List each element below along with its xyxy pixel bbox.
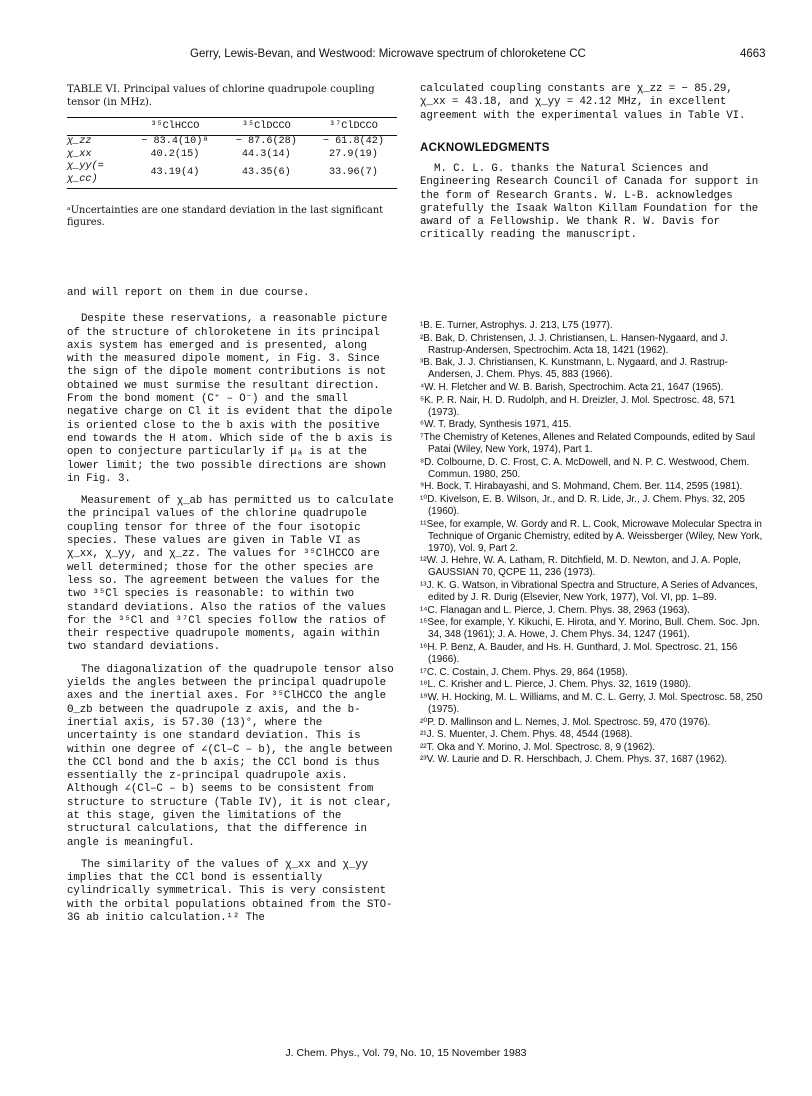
cell: 43.19(4)	[127, 161, 223, 189]
row-label: χ_zz	[67, 136, 92, 147]
table-row	[67, 149, 397, 162]
left-column	[67, 287, 397, 925]
cell: 33.96(7)	[310, 161, 397, 189]
row-label: χ_yy(= χ_cc)	[67, 161, 127, 189]
paragraph: The diagonalization of the quadrupole tensor also yields the angles between the principal quadrupole axes and the inertial axes. For ³⁵ClHCCO the angle Θ_zb between the quadrupole z axis, and the b-inertial axis, is 57.30 (13)°, where the uncertainty is one standard deviation. This is within one degree of ∠(Cl–C – b), the angle between the CCl bond and the b axis; the CCl bond is thus essentially the z-principal quadrupole axis. Although ∠(Cl–C – b) seems to be consistent from structure to structure (Table IV), it is not clear, at this stage, given the limitations of the structural calculations, that the difference in angle is meaningful.	[67, 663, 394, 849]
reference-item: ²²T. Oka and Y. Morino, J. Mol. Spectrosc. 8, 9 (1962).	[420, 741, 656, 753]
cell: 27.9(19)	[328, 148, 378, 160]
paragraph: calculated coupling constants are χ_zz = − 85.29, χ_xx = 43.18, and χ_yy = 42.12 MHz, in excellent agreement with the experimental values in Table VI.	[420, 83, 746, 122]
reference-item: ²B. Bak, D. Christensen, J. J. Christiansen, L. Hansen-Nygaard, and J. Rastrup-Andersen, Spectrochim. Acta 18, 1421 (1962).	[420, 332, 728, 356]
reference-item: ⁵K. P. R. Nair, H. D. Rudolph, and H. Dreizler, J. Mol. Spectrosc. 48, 571 (1973).	[420, 394, 736, 418]
right-column-top	[420, 83, 760, 123]
page-number: 4663	[740, 48, 766, 60]
reference-item: ¹⁷C. C. Costain, J. Chem. Phys. 29, 864 (1958).	[420, 666, 628, 678]
cell: − 61.8(42)	[322, 136, 385, 147]
acknowledgments-text	[420, 163, 760, 243]
table-header-col1: ³⁵ClHCCO	[127, 118, 223, 136]
acknowledgments-heading: ACKNOWLEDGMENTS	[420, 142, 550, 154]
cell: 44.3(14)	[241, 148, 291, 160]
cell: − 83.4(10)ᵃ	[141, 136, 209, 147]
reference-item: ²⁰P. D. Mallinson and L. Nemes, J. Mol. Spectrosc. 59, 470 (1976).	[420, 716, 711, 728]
table-footnote: ᵃUncertainties are one standard deviation in the last significant figures.	[67, 205, 384, 228]
reference-item: ¹²W. J. Hehre, W. A. Latham, R. Ditchfield, M. D. Newton, and J. A. Pople, GAUSSIAN 70, QCPE 11, 236 (1973).	[420, 555, 742, 579]
cell: 43.35(6)	[223, 161, 310, 189]
cell: − 87.6(28)	[235, 136, 297, 147]
paragraph: M. C. L. G. thanks the Natural Sciences and Engineering Research Council of Canada for support in the form of Research Grants. W. L-B. acknowledges gratefully the Isaak Walton Killam Foundation for the award of a Fellowship. We thank R. W. Davis for critically reading the manuscript.	[420, 163, 759, 242]
reference-item: ¹⁰D. Kivelson, E. B. Wilson, Jr., and D. R. Lide, Jr., J. Chem. Phys. 32, 205 (1960).	[420, 493, 746, 517]
table-header-col2: ³⁵ClDCCO	[223, 118, 310, 136]
reference-item: ²³V. W. Laurie and D. R. Herschbach, J. Chem. Phys. 37, 1687 (1962).	[420, 754, 728, 766]
quadrupole-table	[67, 117, 397, 189]
paragraph: The similarity of the values of χ_xx and χ_yy implies that the CCl bond is essentially cylindrically symmetrical. This is very consistent with the orbital populations obtained from the STO-3G ab initio calculation.¹² The	[67, 858, 393, 925]
table-header-blank	[67, 118, 127, 136]
reference-item: ¹B. E. Turner, Astrophys. J. 213, L75 (1977).	[420, 320, 613, 331]
reference-item: ¹⁶H. P. Benz, A. Bauder, and Hs. H. Gunthard, J. Mol. Spectrosc. 21, 156 (1966).	[420, 641, 738, 666]
cell: 40.2(15)	[150, 148, 200, 160]
table-header-col3: ³⁷ClDCCO	[310, 118, 397, 136]
reference-item: ³B. Bak, J. J. Christiansen, K. Kunstmann, L. Nygaard, and J. Rastrup-Andersen, J. Chem. Phys. 45, 883 (1966).	[420, 357, 728, 381]
reference-item: ⁶W. T. Brady, Synthesis 1971, 415.	[420, 419, 572, 431]
running-title: Gerry, Lewis-Bevan, and Westwood: Microwave spectrum of chloroketene CC	[190, 48, 586, 60]
table-caption: TABLE VI. Principal values of chlorine quadrupole coupling tensor (in MHz).	[67, 84, 375, 108]
reference-item: ¹⁵See, for example, Y. Kikuchi, E. Hirota, and Y. Morino, Bull. Chem. Soc. Jpn. 34, 348 (1961); J. A. Howe, J. Chem Phys. 34, 1247 (1961).	[420, 617, 760, 641]
reference-item: ⁹H. Bock, T. Hirabayashi, and S. Mohmand, Chem. Ber. 114, 2595 (1981).	[420, 481, 743, 493]
reference-item: ⁴W. H. Fletcher and W. B. Barish, Spectrochim. Acta 21, 1647 (1965).	[420, 381, 724, 393]
reference-item: ²¹J. S. Muenter, J. Chem. Phys. 48, 4544 (1968).	[420, 729, 633, 741]
table-row	[67, 136, 397, 149]
reference-item: ¹⁹W. H. Hocking, M. L. Williams, and M. C. L. Gerry, J. Mol. Spectrosc. 58, 250 (1975).	[420, 691, 763, 715]
paragraph: Despite these reservations, a reasonable picture of the structure of chloroketene in its principal axis system has emerged and is presented, along with the measured dipole moment, in Fig. 3. Since the sign of the dipole moment contributions is not obtained we must surmise the resultant direction. From the bond moment (C⁺ – O⁻) and the small negative charge on Cl it is evident that the dipole is oriented close to the b axis with the positive end towards the H atom. Which side of the b axis is open to conjecture particularly if μₐ is at the lower limit; the two possible directions are shown in Fig. 3.	[67, 313, 393, 485]
paragraph: Measurement of χ_ab has permitted us to calculate the principal values of the chlorine quadrupole coupling tensor for three of the four isotopic species. These values are given in Table VI as χ_xx, χ_yy, and χ_zz. The values for ³⁵ClHCCO are well determined; those for the other species are less so. The agreement between the values for the two ³⁵Cl species is reasonable: to within two standard deviations. Also the ratios of the values for the ³⁵Cl and ³⁷Cl species follow the ratios of their respective quadrupole moments, again within two standard deviations.	[67, 495, 394, 654]
reference-item: ¹¹See, for example, W. Gordy and R. L. Cook, Microwave Molecular Spectra in Technique of Organic Chemistry, edited by A. Weissberger (Wiley, New York, 1970), Vol. 9, Part 2.	[420, 518, 763, 554]
reference-list	[420, 320, 765, 767]
paragraph: and will report on them in due course.	[67, 287, 310, 299]
reference-item: ⁷The Chemistry of Ketenes, Allenes and Related Compounds, edited by Saul Patai (Wiley, New York, 1974), Part 1.	[420, 431, 756, 455]
reference-item: ⁸D. Colbourne, D. C. Frost, C. A. McDowell, and N. P. C. Westwood, Chem. Commun. 1980, 250.	[420, 456, 750, 480]
journal-footer: J. Chem. Phys., Vol. 79, No. 10, 15 November 1983	[285, 1047, 527, 1059]
reference-item: ¹⁴C. Flanagan and L. Pierce, J. Chem. Phys. 38, 2963 (1963).	[420, 604, 690, 616]
reference-item: ¹⁸L. C. Krisher and L. Pierce, J. Chem. Phys. 32, 1619 (1980).	[420, 679, 691, 691]
reference-item: ¹³J. K. G. Watson, in Vibrational Spectra and Structure, A Series of Advances, edited by J. R. Durig (Elsevier, New York, 1977), Vol. VI, pp. 1–89.	[420, 579, 758, 604]
table-row	[67, 161, 397, 189]
row-label: χ_xx	[67, 148, 92, 160]
